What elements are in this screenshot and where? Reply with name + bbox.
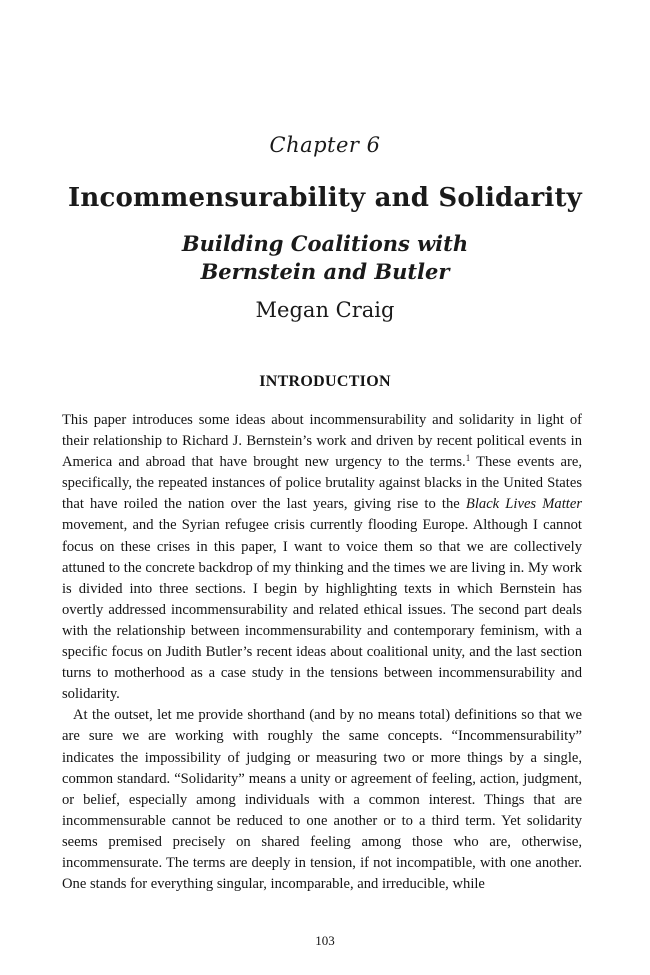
author-name: Megan Craig xyxy=(255,298,395,322)
paragraph-1 xyxy=(62,410,582,705)
section-heading: INTRODUCTION xyxy=(259,373,391,390)
chapter-subtitle-line-2: Bernstein and Butler xyxy=(200,259,450,284)
paragraph-2: At the outset, let me provide shorthand (and by no means total) definitions so that we are sure we are working with roughly the same concepts. “Incommensurability” indicates the impossibility of judging or measuring two or more things by a single, common standard. “Solidarity” means a unity or agreement of feeling, action, judgment, or belief, especially among individuals with a common interest. Things that are incommensurable cannot be reduced to one another or to a third term. Yet solidarity seems premised precisely on shared feeling among those who are, otherwise, incommensurate. The terms are deeply in tension, if not incompatible, with one another. One stands for everything singular, incomparable, and irreducible, while xyxy=(62,707,582,893)
paragraph-1-text-c: movement, and the Syrian refugee crisis currently flooding Europe. Although I cannot focus on these crises in this paper, I want to voice them so that we are collectively attuned to the concrete backdrop of my thinking and the times we are living in. My work is divided into three sections. I begin by highlighting texts in which Bernstein has overtly addressed incommensurability and related ethical issues. The second part deals with the relationship between incommensurability and contemporary feminism, with a specific focus on Judith Butler’s recent ideas about coalitional unity, and the last section turns to motherhood as a case study in the tensions between incommensurability and solidarity. xyxy=(62,517,582,703)
footnote-marker[interactable]: 1 xyxy=(465,453,471,464)
page-number: 103 xyxy=(315,933,335,948)
chapter-title: Incommensurability and Solidarity xyxy=(68,183,582,213)
italic-movement-name: Black Lives Matter xyxy=(465,496,582,513)
chapter-label: Chapter 6 xyxy=(269,133,381,157)
paragraph-1-text-b: These events are, specifically, the repeated instances of police brutality against blacks in the United States that have roiled the nation over the last years, giving rise to the xyxy=(62,454,582,513)
body-text xyxy=(62,410,582,895)
chapter-subtitle xyxy=(0,230,650,286)
paragraph-1-text-a: This paper introduces some ideas about incommensurability and solidarity in light of their relationship to Richard J. Bernstein’s work and driven by recent political events in America and abroad that have brought new urgency to the terms. xyxy=(62,412,582,471)
chapter-subtitle-line-1: Building Coalitions with xyxy=(181,231,469,256)
